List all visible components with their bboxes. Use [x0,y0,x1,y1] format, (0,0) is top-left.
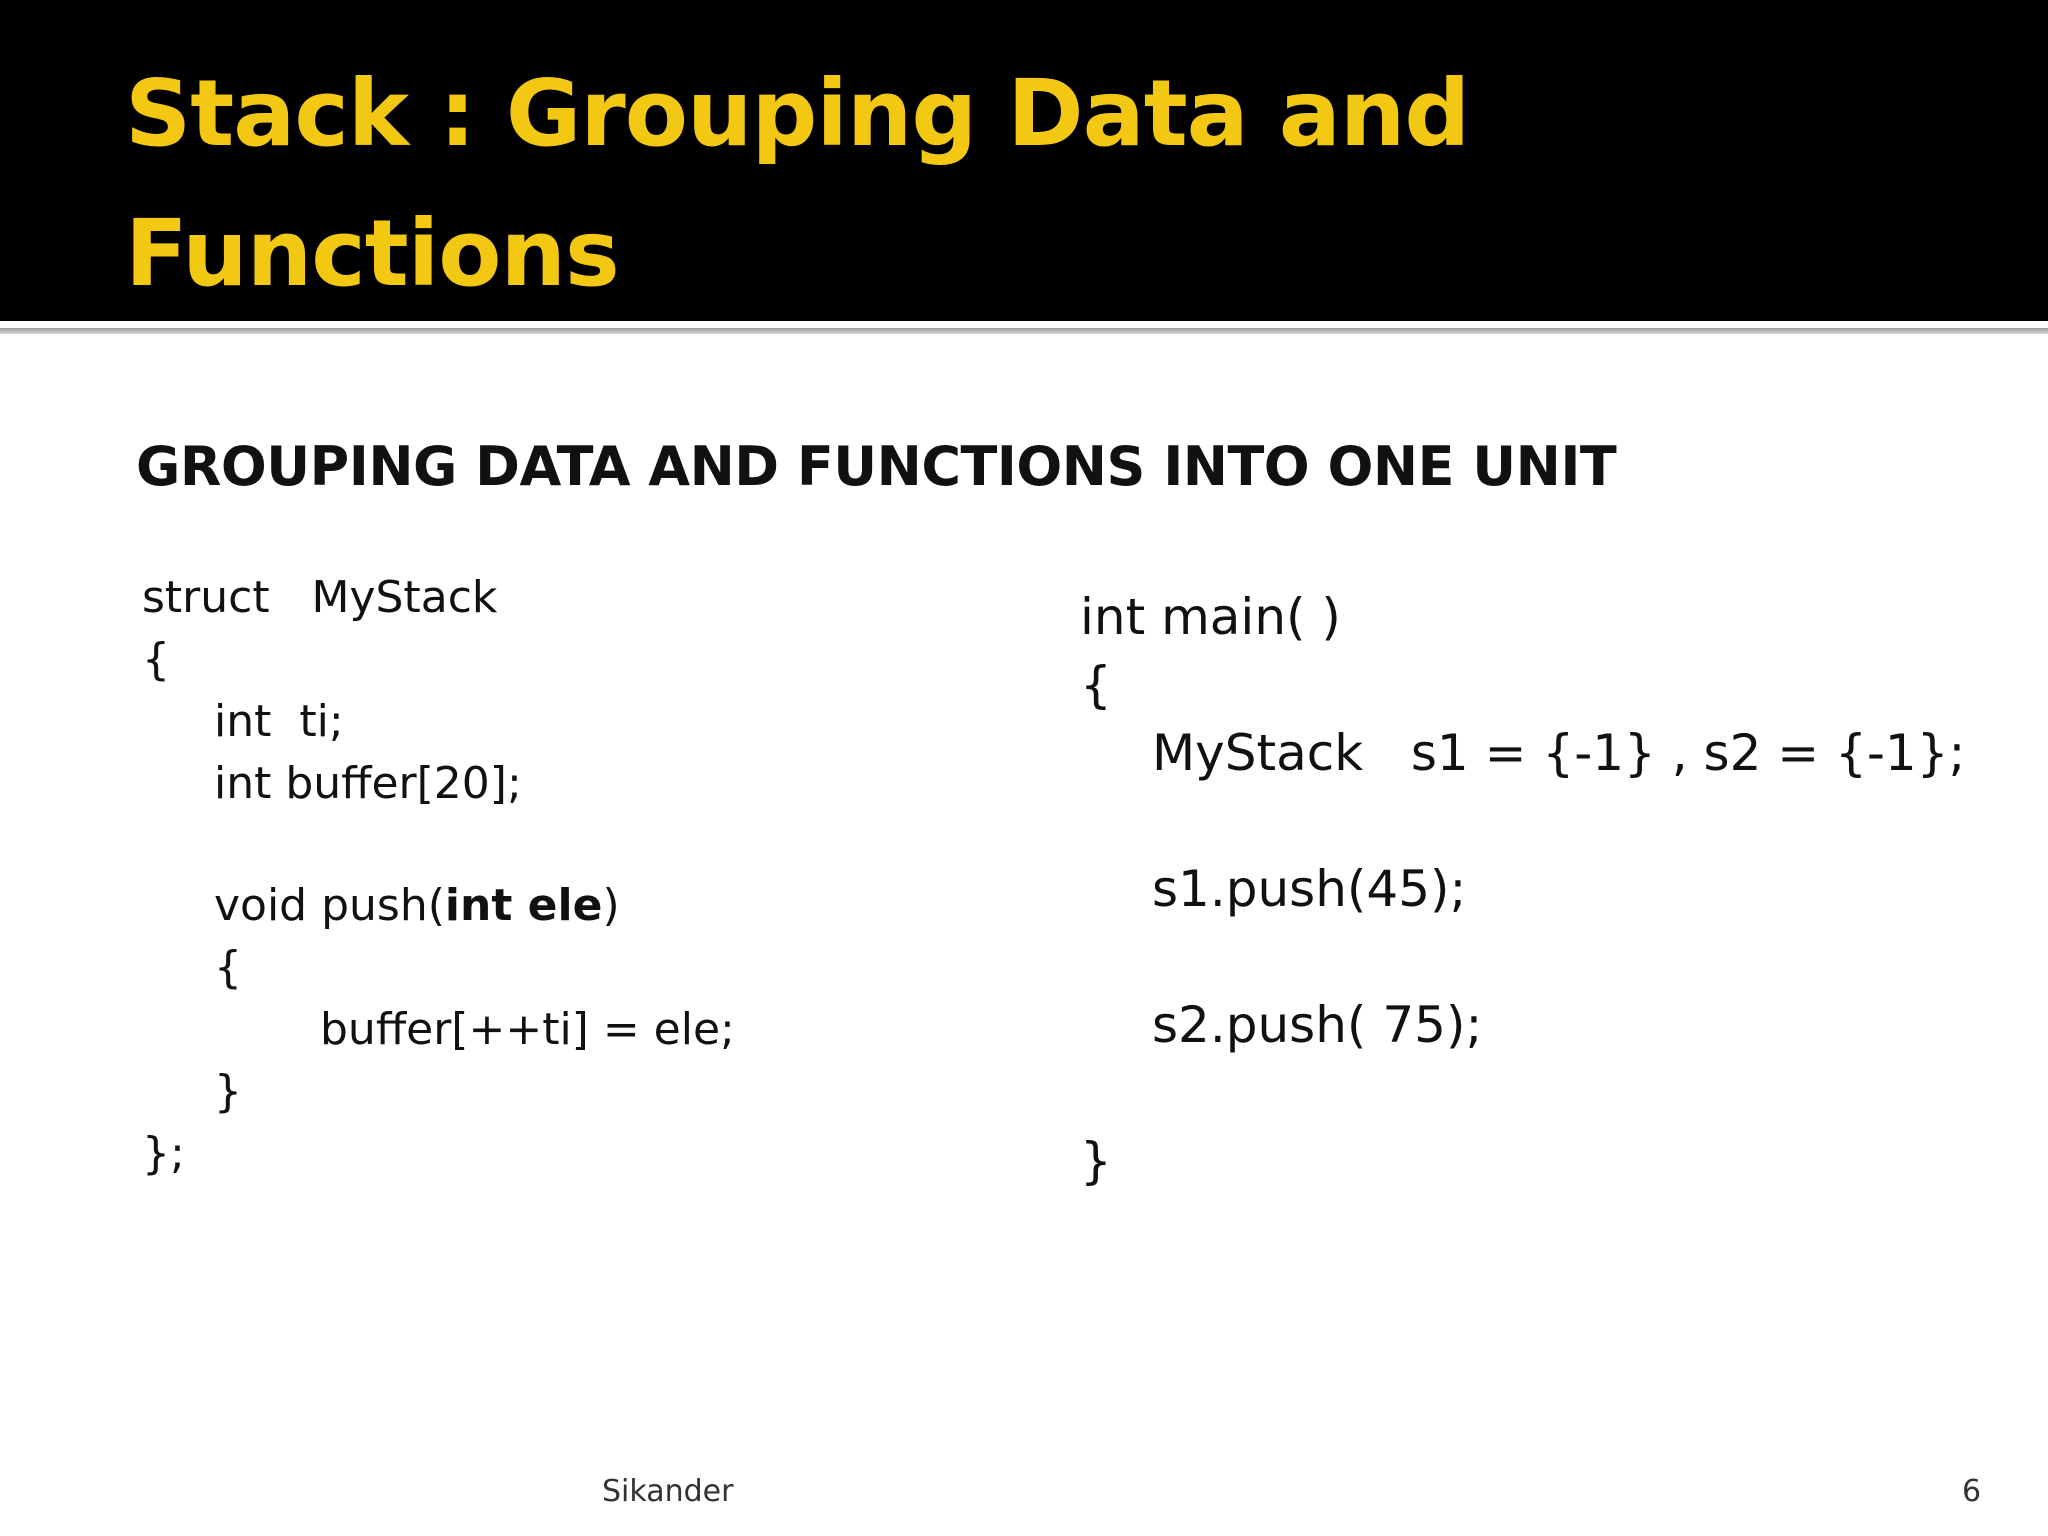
page-number: 6 [1962,1474,1982,1509]
code-line-push-close-brace: } [214,1066,242,1117]
code-line-main-open-brace: { [1080,656,1112,714]
code-line-member-buffer: int buffer[20]; [214,758,522,809]
slide-heading: GROUPING DATA AND FUNCTIONS INTO ONE UNIT [136,435,1617,498]
code-line-struct-close: }; [142,1128,185,1179]
slide-title-line-2: Functions [125,200,619,307]
code-line-member-ti: int ti; [214,696,344,747]
code-line-push-75: s2.push( 75); [1152,996,1483,1054]
slide-title-line-1: Stack : Grouping Data and [125,60,1470,167]
footer-author: Sikander [602,1474,734,1509]
code-line-main: int main( ) [1080,588,1341,646]
push-parameter: int ele [444,880,603,931]
title-bar [0,0,2048,321]
code-line-open-brace: { [142,634,170,685]
code-line-push-signature [214,880,620,931]
code-line-main-close-brace: } [1080,1132,1112,1190]
slide-title [125,44,1925,324]
code-line-push-body: buffer[++ti] = ele; [320,1004,735,1055]
code-line-declaration: MyStack s1 = {-1} , s2 = {-1}; [1152,724,1966,782]
code-line-push-open-brace: { [214,942,242,993]
code-line-struct: struct MyStack [142,572,498,623]
push-signature-start: void push( [214,880,445,931]
code-line-push-45: s1.push(45); [1152,860,1467,918]
title-divider-shadow [0,328,2048,334]
main-code-block [1080,0,1966,1190]
push-signature-end: ) [602,880,620,931]
title-divider-light [0,323,2048,326]
